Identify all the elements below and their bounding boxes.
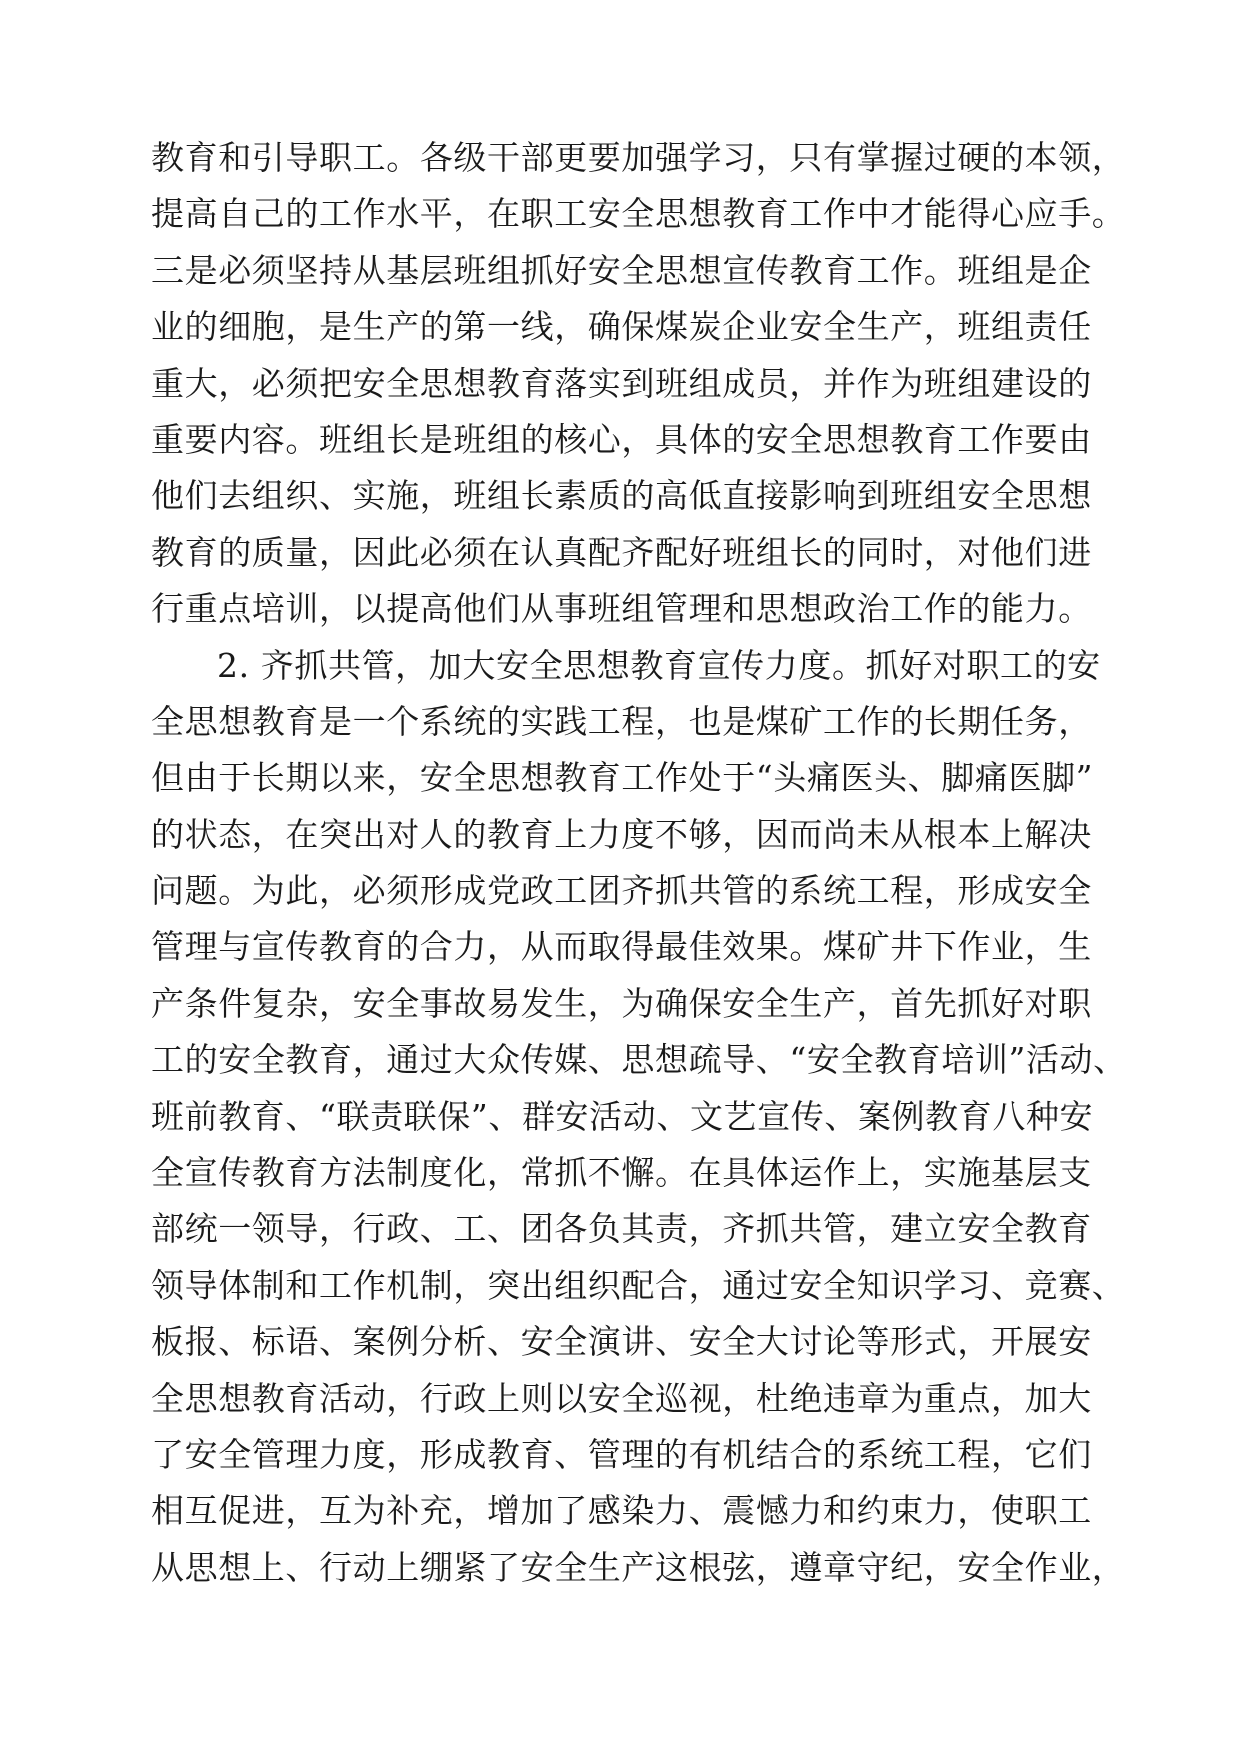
text-line: 行重点培训，以提高他们从事班组管理和思想政治工作的能力。 [151, 589, 1092, 629]
text-line: 三是必须坚持从基层班组抓好安全思想宣传教育工作。班组是企 [151, 250, 1092, 290]
text-line: 重要内容。班组长是班组的核心，具体的安全思想教育工作要由 [151, 419, 1092, 459]
text-line: 问题。为此，必须形成党政工团齐抓共管的系统工程，形成安全 [151, 871, 1092, 911]
text-line: 的状态，在突出对人的教育上力度不够，因而尚未从根本上解决 [151, 814, 1092, 854]
text-line: 提高自己的工作水平，在职工安全思想教育工作中才能得心应手。 [151, 194, 1126, 234]
text-line: 他们去组织、实施，班组长素质的高低直接影响到班组安全思想 [151, 476, 1092, 516]
text-line: 领导体制和工作机制，突出组织配合，通过安全知识学习、竞赛、 [151, 1265, 1126, 1305]
text-line: 业的细胞，是生产的第一线，确保煤炭企业安全生产，班组责任 [151, 307, 1092, 347]
text-line: 重大，必须把安全思想教育落实到班组成员，并作为班组建设的 [151, 363, 1092, 403]
text-line: 全思想教育活动，行政上则以安全巡视，杜绝违章为重点，加大 [151, 1378, 1092, 1418]
text-line: 教育的质量，因此必须在认真配齐配好班组长的同时，对他们进 [151, 532, 1092, 572]
body-text [151, 130, 1127, 1596]
text-line: 教育和引导职工。各级干部更要加强学习，只有掌握过硬的本领， [151, 138, 1126, 177]
text-line: 产条件复杂，安全事故易发生，为确保安全生产，首先抓好对职 [151, 983, 1092, 1023]
text-line: 但由于长期以来，安全思想教育工作处于“头痛医头、脚痛医脚” [151, 758, 1094, 798]
text-line: 全思想教育是一个系统的实践工程，也是煤矿工作的长期任务， [151, 701, 1092, 741]
text-line: 工的安全教育，通过大众传媒、思想疏导、“安全教育培训”活动、 [151, 1040, 1127, 1080]
text-line: 管理与宣传教育的合力，从而取得最佳效果。煤矿井下作业，生 [151, 927, 1092, 967]
text-line: 全宣传教育方法制度化，常抓不懈。在具体运作上，实施基层支 [151, 1153, 1092, 1193]
text-line: 部统一领导，行政、工、团各负其责，齐抓共管，建立安全教育 [151, 1209, 1092, 1249]
text-line: 从思想上、行动上绷紧了安全生产这根弦，遵章守纪，安全作业， [151, 1547, 1126, 1587]
section-heading-line: 2. 齐抓共管，加大安全思想教育宣传力度。抓好对职工的安 [217, 645, 1101, 685]
text-line: 相互促进，互为补充，增加了感染力、震憾力和约束力，使职工 [151, 1491, 1092, 1531]
text-line: 了安全管理力度，形成教育、管理的有机结合的系统工程，它们 [151, 1434, 1092, 1474]
text-line: 板报、标语、案例分析、安全演讲、安全大讨论等形式，开展安 [151, 1322, 1092, 1362]
text-line: 班前教育、“联责联保”、群安活动、文艺宣传、案例教育八种安 [151, 1096, 1094, 1136]
